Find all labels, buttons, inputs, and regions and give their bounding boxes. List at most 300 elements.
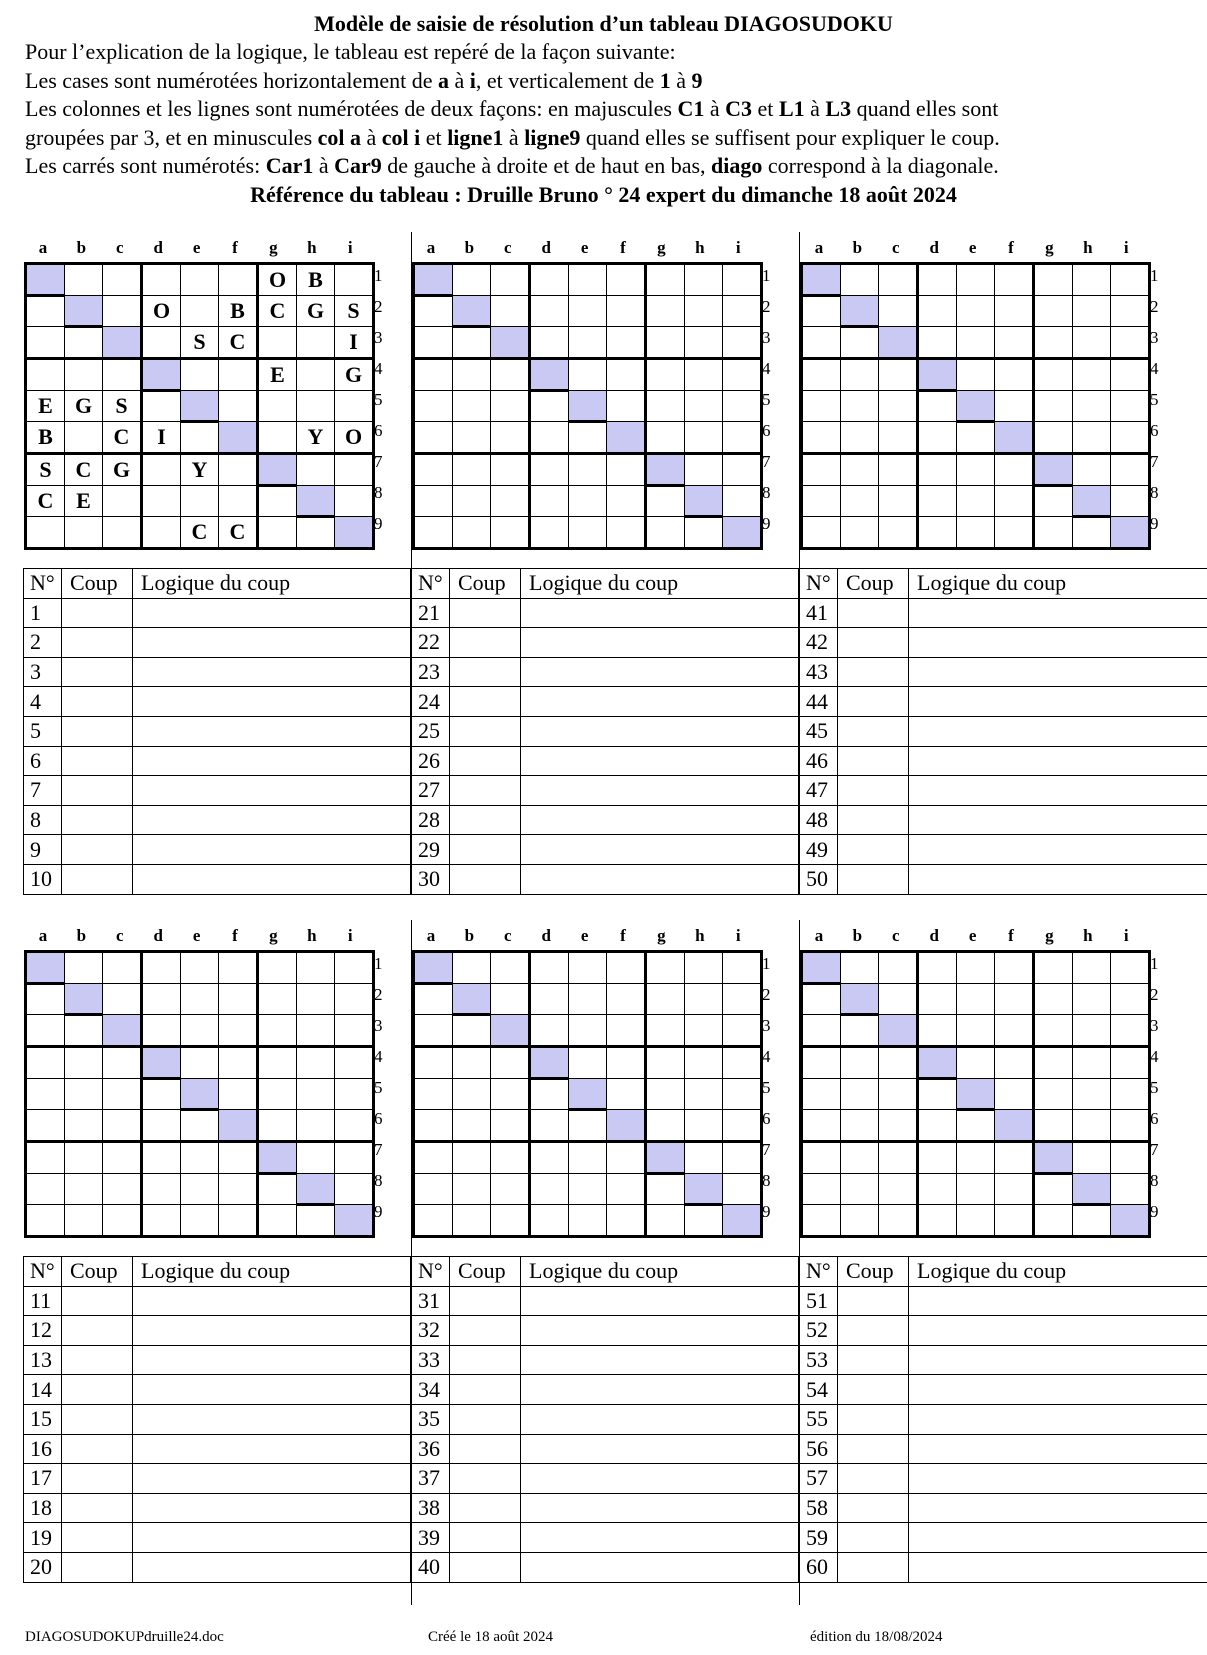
grid-cell[interactable]	[1111, 486, 1150, 517]
grid-cell[interactable]	[685, 1205, 723, 1237]
grid-cell[interactable]	[646, 486, 685, 517]
grid-cell[interactable]	[1111, 1142, 1150, 1174]
log-coup-cell[interactable]	[450, 1345, 521, 1375]
grid-cell[interactable]	[491, 1047, 530, 1079]
grid-cell[interactable]	[258, 422, 297, 454]
log-logic-cell[interactable]	[909, 746, 1207, 776]
grid-cell[interactable]	[879, 454, 918, 486]
grid-cell[interactable]	[65, 1142, 103, 1174]
grid-cell[interactable]	[414, 1142, 453, 1174]
grid-cell[interactable]	[1034, 1079, 1073, 1110]
grid-cell[interactable]	[802, 264, 841, 296]
grid-cell[interactable]	[335, 454, 374, 486]
log-logic-cell[interactable]	[133, 598, 411, 628]
grid-cell[interactable]	[530, 264, 569, 296]
grid-cell[interactable]	[685, 517, 723, 549]
log-coup-cell[interactable]	[838, 805, 909, 835]
log-logic-cell[interactable]	[909, 1464, 1207, 1494]
grid-cell[interactable]	[103, 517, 142, 549]
log-logic-cell[interactable]	[133, 628, 411, 658]
grid-cell[interactable]	[646, 264, 685, 296]
grid-cell[interactable]	[841, 1110, 879, 1142]
grid-cell[interactable]	[530, 1174, 569, 1205]
grid-cell[interactable]	[995, 1079, 1034, 1110]
grid-cell[interactable]	[723, 984, 762, 1015]
log-logic-cell[interactable]	[521, 628, 799, 658]
grid-cell[interactable]	[723, 517, 762, 549]
log-coup-cell[interactable]	[450, 1552, 521, 1582]
grid-cell[interactable]: O	[258, 264, 297, 296]
grid-cell[interactable]	[802, 1079, 841, 1110]
grid-cell[interactable]	[1034, 264, 1073, 296]
grid-cell[interactable]	[65, 359, 103, 391]
grid-cell[interactable]	[995, 422, 1034, 454]
log-logic-cell[interactable]	[133, 776, 411, 806]
grid-cell[interactable]	[723, 327, 762, 359]
grid-cell[interactable]	[685, 264, 723, 296]
grid-cell[interactable]	[530, 1110, 569, 1142]
grid-cell[interactable]	[181, 1015, 219, 1047]
grid-cell[interactable]	[802, 1047, 841, 1079]
grid-cell[interactable]	[646, 952, 685, 984]
grid-cell[interactable]	[181, 422, 219, 454]
grid-cell[interactable]	[530, 422, 569, 454]
grid-cell[interactable]	[918, 517, 957, 549]
log-logic-cell[interactable]	[521, 1434, 799, 1464]
grid-cell[interactable]	[841, 1015, 879, 1047]
grid-cell[interactable]	[879, 359, 918, 391]
grid-cell[interactable]	[181, 1205, 219, 1237]
log-coup-cell[interactable]	[450, 687, 521, 717]
log-logic-cell[interactable]	[133, 687, 411, 717]
grid-cell[interactable]	[879, 1142, 918, 1174]
grid-cell[interactable]	[646, 1079, 685, 1110]
log-logic-cell[interactable]	[133, 1464, 411, 1494]
grid-cell[interactable]	[219, 486, 258, 517]
grid-cell[interactable]	[335, 1174, 374, 1205]
grid-cell[interactable]	[1073, 391, 1111, 422]
grid-cell[interactable]	[685, 984, 723, 1015]
log-logic-cell[interactable]	[909, 1552, 1207, 1582]
grid-cell[interactable]	[414, 296, 453, 327]
grid-cell[interactable]	[723, 1047, 762, 1079]
grid-cell[interactable]	[491, 1079, 530, 1110]
grid-cell[interactable]: C	[181, 517, 219, 549]
grid-cell[interactable]	[607, 296, 646, 327]
grid-cell[interactable]	[258, 952, 297, 984]
grid-cell[interactable]	[723, 1110, 762, 1142]
grid-cell[interactable]	[802, 984, 841, 1015]
grid-cell[interactable]	[258, 517, 297, 549]
grid-cell[interactable]	[918, 454, 957, 486]
log-coup-cell[interactable]	[62, 1316, 133, 1346]
grid-cell[interactable]	[258, 454, 297, 486]
log-coup-cell[interactable]	[62, 1434, 133, 1464]
grid-cell[interactable]	[957, 1205, 995, 1237]
grid-cell[interactable]	[918, 296, 957, 327]
grid-cell[interactable]	[957, 517, 995, 549]
log-coup-cell[interactable]	[838, 1316, 909, 1346]
grid-cell[interactable]	[1111, 264, 1150, 296]
grid-cell[interactable]	[65, 517, 103, 549]
grid-cell[interactable]	[1073, 1205, 1111, 1237]
grid-cell[interactable]	[530, 454, 569, 486]
grid-cell[interactable]	[297, 454, 335, 486]
grid-cell[interactable]	[957, 1174, 995, 1205]
grid-cell[interactable]	[142, 1205, 181, 1237]
grid-cell[interactable]	[569, 327, 607, 359]
grid-cell[interactable]	[879, 1205, 918, 1237]
grid-cell[interactable]	[569, 391, 607, 422]
grid-cell[interactable]	[918, 359, 957, 391]
grid-cell[interactable]	[879, 264, 918, 296]
grid-cell[interactable]	[26, 517, 65, 549]
grid-cell[interactable]	[335, 1079, 374, 1110]
grid-cell[interactable]	[142, 952, 181, 984]
grid-cell[interactable]	[841, 952, 879, 984]
grid-cell[interactable]	[957, 359, 995, 391]
grid-cell[interactable]	[453, 422, 491, 454]
grid-cell[interactable]	[142, 1079, 181, 1110]
grid-cell[interactable]	[1111, 1079, 1150, 1110]
grid-cell[interactable]	[65, 1015, 103, 1047]
grid-cell[interactable]	[181, 391, 219, 422]
grid-cell[interactable]	[1034, 952, 1073, 984]
grid-cell[interactable]	[1111, 952, 1150, 984]
grid-cell[interactable]	[103, 1174, 142, 1205]
grid-cell[interactable]	[569, 1142, 607, 1174]
grid-cell[interactable]	[685, 1079, 723, 1110]
log-logic-cell[interactable]	[133, 1375, 411, 1405]
grid-cell[interactable]	[142, 391, 181, 422]
grid-cell[interactable]	[995, 984, 1034, 1015]
grid-cell[interactable]	[1073, 486, 1111, 517]
grid-cell[interactable]	[841, 296, 879, 327]
grid-cell[interactable]: E	[65, 486, 103, 517]
grid-cell[interactable]: C	[103, 422, 142, 454]
grid-cell[interactable]	[607, 264, 646, 296]
grid-cell[interactable]	[879, 1110, 918, 1142]
grid-cell[interactable]	[530, 486, 569, 517]
grid-cell[interactable]	[142, 1047, 181, 1079]
log-logic-cell[interactable]	[133, 835, 411, 865]
log-logic-cell[interactable]	[133, 1552, 411, 1582]
grid-cell[interactable]	[26, 264, 65, 296]
log-logic-cell[interactable]	[133, 657, 411, 687]
grid-cell[interactable]	[26, 1047, 65, 1079]
log-logic-cell[interactable]	[909, 1434, 1207, 1464]
grid-cell[interactable]	[26, 1142, 65, 1174]
grid-cell[interactable]	[723, 952, 762, 984]
grid-cell[interactable]	[802, 1142, 841, 1174]
grid-cell[interactable]	[685, 391, 723, 422]
grid-cell[interactable]	[879, 1079, 918, 1110]
log-logic-cell[interactable]	[133, 1286, 411, 1316]
log-coup-cell[interactable]	[450, 1493, 521, 1523]
grid-cell[interactable]: B	[26, 422, 65, 454]
grid-cell[interactable]	[607, 454, 646, 486]
grid-cell[interactable]	[685, 952, 723, 984]
grid-cell[interactable]	[335, 1015, 374, 1047]
grid-cell[interactable]	[995, 264, 1034, 296]
grid-cell[interactable]: C	[26, 486, 65, 517]
log-logic-cell[interactable]	[133, 1493, 411, 1523]
grid-cell[interactable]	[646, 517, 685, 549]
log-logic-cell[interactable]	[521, 805, 799, 835]
grid-cell[interactable]	[841, 984, 879, 1015]
grid-cell[interactable]	[142, 359, 181, 391]
grid-cell[interactable]	[646, 1142, 685, 1174]
grid-cell[interactable]	[685, 327, 723, 359]
grid-cell[interactable]	[569, 1015, 607, 1047]
grid-cell[interactable]	[995, 296, 1034, 327]
log-coup-cell[interactable]	[62, 1552, 133, 1582]
grid-cell[interactable]	[414, 422, 453, 454]
log-logic-cell[interactable]	[133, 1434, 411, 1464]
grid-cell[interactable]	[607, 1142, 646, 1174]
log-logic-cell[interactable]	[909, 1375, 1207, 1405]
grid-cell[interactable]	[181, 296, 219, 327]
grid-cell[interactable]	[802, 422, 841, 454]
grid-cell[interactable]	[841, 1079, 879, 1110]
grid-cell[interactable]	[685, 422, 723, 454]
grid-cell[interactable]	[335, 391, 374, 422]
log-logic-cell[interactable]	[909, 805, 1207, 835]
grid-cell[interactable]	[1073, 359, 1111, 391]
grid-cell[interactable]	[1034, 1047, 1073, 1079]
grid-cell[interactable]	[258, 391, 297, 422]
grid-cell[interactable]	[1111, 327, 1150, 359]
grid-cell[interactable]	[995, 952, 1034, 984]
grid-cell[interactable]	[258, 1015, 297, 1047]
grid-cell[interactable]	[569, 359, 607, 391]
grid-cell[interactable]	[414, 264, 453, 296]
grid-cell[interactable]	[1073, 264, 1111, 296]
log-logic-cell[interactable]	[133, 864, 411, 894]
grid-cell[interactable]	[646, 1047, 685, 1079]
grid-cell[interactable]	[335, 517, 374, 549]
grid-cell[interactable]	[802, 1015, 841, 1047]
grid-cell[interactable]	[453, 486, 491, 517]
grid-cell[interactable]	[297, 1015, 335, 1047]
grid-cell[interactable]	[957, 1142, 995, 1174]
grid-cell[interactable]	[414, 1047, 453, 1079]
grid-cell[interactable]	[1073, 1174, 1111, 1205]
grid-cell[interactable]	[918, 1110, 957, 1142]
grid-cell[interactable]	[530, 1047, 569, 1079]
grid-cell[interactable]	[297, 1079, 335, 1110]
grid-cell[interactable]	[181, 1174, 219, 1205]
grid-cell[interactable]: G	[103, 454, 142, 486]
log-logic-cell[interactable]	[521, 776, 799, 806]
grid-cell[interactable]	[26, 952, 65, 984]
grid-cell[interactable]	[181, 486, 219, 517]
grid-cell[interactable]	[1034, 391, 1073, 422]
grid-cell[interactable]	[685, 454, 723, 486]
grid-cell[interactable]	[103, 984, 142, 1015]
log-coup-cell[interactable]	[450, 746, 521, 776]
grid-cell[interactable]	[723, 359, 762, 391]
grid-cell[interactable]	[802, 1174, 841, 1205]
grid-cell[interactable]	[918, 1079, 957, 1110]
grid-cell[interactable]	[646, 1110, 685, 1142]
log-logic-cell[interactable]	[133, 746, 411, 776]
grid-cell[interactable]	[414, 327, 453, 359]
grid-cell[interactable]	[879, 1174, 918, 1205]
grid-cell[interactable]	[957, 454, 995, 486]
log-coup-cell[interactable]	[450, 1316, 521, 1346]
grid-cell[interactable]	[957, 984, 995, 1015]
log-logic-cell[interactable]	[909, 835, 1207, 865]
grid-cell[interactable]	[1034, 359, 1073, 391]
log-logic-cell[interactable]	[521, 687, 799, 717]
grid-cell[interactable]	[1111, 984, 1150, 1015]
grid-cell[interactable]	[879, 422, 918, 454]
log-logic-cell[interactable]	[521, 1404, 799, 1434]
log-coup-cell[interactable]	[838, 746, 909, 776]
grid-cell[interactable]	[181, 359, 219, 391]
grid-cell[interactable]	[258, 1142, 297, 1174]
grid-cell[interactable]	[918, 1174, 957, 1205]
grid-cell[interactable]	[414, 1079, 453, 1110]
grid-cell[interactable]	[219, 1079, 258, 1110]
grid-cell[interactable]	[685, 296, 723, 327]
log-logic-cell[interactable]	[521, 598, 799, 628]
grid-cell[interactable]	[530, 1079, 569, 1110]
grid-cell[interactable]	[453, 1015, 491, 1047]
grid-cell[interactable]	[297, 1110, 335, 1142]
grid-cell[interactable]	[453, 1174, 491, 1205]
grid-cell[interactable]	[607, 327, 646, 359]
grid-cell[interactable]	[802, 486, 841, 517]
grid-cell[interactable]	[181, 1110, 219, 1142]
grid-cell[interactable]	[607, 422, 646, 454]
grid-cell[interactable]: S	[103, 391, 142, 422]
grid-cell[interactable]	[1034, 296, 1073, 327]
grid-cell[interactable]	[335, 984, 374, 1015]
grid-cell[interactable]	[453, 1047, 491, 1079]
grid-cell[interactable]	[646, 454, 685, 486]
grid-cell[interactable]	[258, 984, 297, 1015]
grid-cell[interactable]	[841, 327, 879, 359]
grid-cell[interactable]	[26, 1205, 65, 1237]
grid-cell[interactable]	[569, 517, 607, 549]
grid-cell[interactable]	[297, 359, 335, 391]
grid-cell[interactable]	[957, 391, 995, 422]
grid-cell[interactable]	[219, 952, 258, 984]
grid-cell[interactable]	[1034, 1110, 1073, 1142]
grid-cell[interactable]	[491, 486, 530, 517]
grid-cell[interactable]	[491, 296, 530, 327]
grid-cell[interactable]	[65, 1047, 103, 1079]
grid-cell[interactable]	[258, 1047, 297, 1079]
grid-cell[interactable]	[646, 984, 685, 1015]
grid-cell[interactable]	[530, 1205, 569, 1237]
grid-cell[interactable]	[569, 952, 607, 984]
grid-cell[interactable]	[841, 422, 879, 454]
grid-cell[interactable]	[1073, 422, 1111, 454]
grid-cell[interactable]: S	[335, 296, 374, 327]
log-logic-cell[interactable]	[133, 1523, 411, 1553]
grid-cell[interactable]	[530, 984, 569, 1015]
log-logic-cell[interactable]	[521, 1286, 799, 1316]
grid-cell[interactable]	[1073, 1047, 1111, 1079]
grid-cell[interactable]	[1073, 1015, 1111, 1047]
grid-cell[interactable]	[219, 1205, 258, 1237]
grid-cell[interactable]	[26, 1174, 65, 1205]
grid-cell[interactable]	[297, 952, 335, 984]
grid-cell[interactable]	[607, 984, 646, 1015]
grid-cell[interactable]	[335, 264, 374, 296]
grid-cell[interactable]	[995, 454, 1034, 486]
grid-cell[interactable]	[142, 1174, 181, 1205]
log-logic-cell[interactable]	[909, 1316, 1207, 1346]
grid-cell[interactable]	[802, 952, 841, 984]
grid-cell[interactable]	[65, 1174, 103, 1205]
grid-cell[interactable]	[918, 1015, 957, 1047]
grid-cell[interactable]	[453, 454, 491, 486]
grid-cell[interactable]: O	[335, 422, 374, 454]
grid-cell[interactable]	[918, 391, 957, 422]
grid-cell[interactable]	[297, 391, 335, 422]
grid-cell[interactable]	[995, 1205, 1034, 1237]
grid-cell[interactable]	[491, 1015, 530, 1047]
grid-cell[interactable]	[995, 359, 1034, 391]
grid-cell[interactable]	[414, 359, 453, 391]
grid-cell[interactable]	[607, 359, 646, 391]
grid-cell[interactable]	[1111, 391, 1150, 422]
grid-cell[interactable]	[491, 391, 530, 422]
log-coup-cell[interactable]	[838, 1493, 909, 1523]
grid-cell[interactable]	[802, 327, 841, 359]
log-coup-cell[interactable]	[62, 1493, 133, 1523]
grid-cell[interactable]	[802, 1205, 841, 1237]
grid-cell[interactable]	[258, 1110, 297, 1142]
grid-cell[interactable]	[607, 1110, 646, 1142]
grid-cell[interactable]	[142, 1110, 181, 1142]
log-coup-cell[interactable]	[450, 1523, 521, 1553]
grid-cell[interactable]	[414, 1015, 453, 1047]
grid-cell[interactable]	[1034, 1015, 1073, 1047]
grid-cell[interactable]	[685, 1047, 723, 1079]
log-logic-cell[interactable]	[909, 716, 1207, 746]
log-logic-cell[interactable]	[521, 835, 799, 865]
grid-cell[interactable]	[414, 454, 453, 486]
grid-cell[interactable]	[607, 486, 646, 517]
grid-cell[interactable]	[103, 264, 142, 296]
grid-cell[interactable]	[219, 1047, 258, 1079]
grid-cell[interactable]	[1073, 1110, 1111, 1142]
grid-cell[interactable]	[103, 1110, 142, 1142]
grid-cell[interactable]	[957, 422, 995, 454]
grid-cell[interactable]	[607, 952, 646, 984]
log-logic-cell[interactable]	[909, 1345, 1207, 1375]
grid-cell[interactable]	[918, 422, 957, 454]
grid-cell[interactable]	[569, 454, 607, 486]
log-coup-cell[interactable]	[62, 1464, 133, 1494]
grid-cell[interactable]	[607, 1079, 646, 1110]
grid-cell[interactable]	[1073, 952, 1111, 984]
grid-cell[interactable]	[491, 1174, 530, 1205]
grid-cell[interactable]	[65, 984, 103, 1015]
log-coup-cell[interactable]	[62, 1345, 133, 1375]
grid-cell[interactable]	[414, 1205, 453, 1237]
grid-cell[interactable]	[453, 391, 491, 422]
grid-cell[interactable]	[103, 952, 142, 984]
grid-cell[interactable]	[1111, 1205, 1150, 1237]
log-logic-cell[interactable]	[521, 864, 799, 894]
grid-cell[interactable]	[995, 486, 1034, 517]
